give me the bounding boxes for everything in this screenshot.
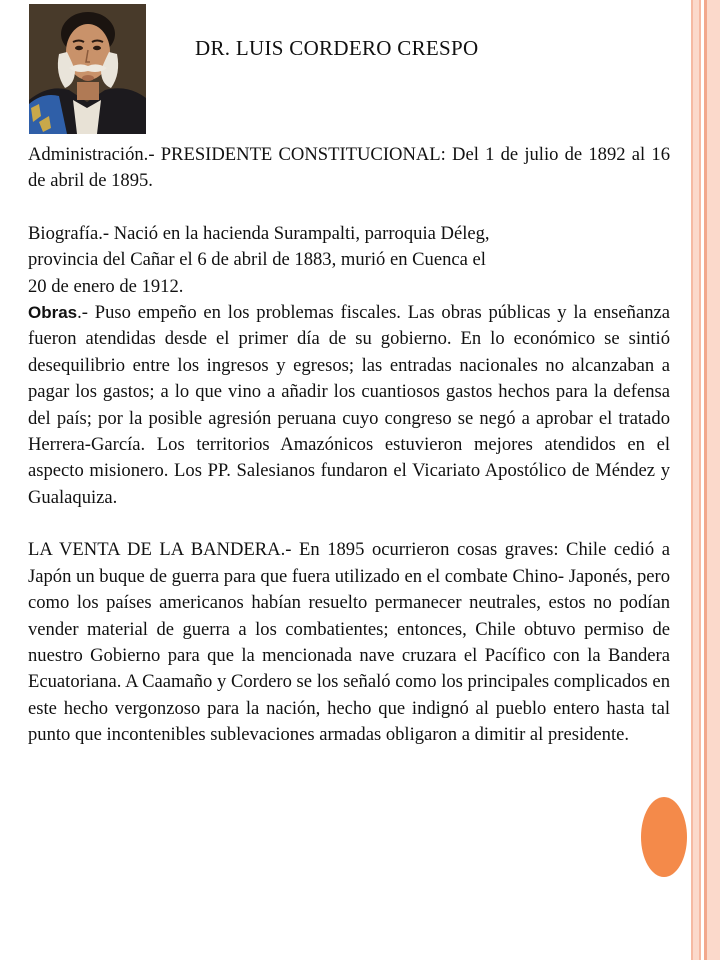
obras-text: .- Puso empeño en los problemas fiscales. Las obras públicas y la enseñanza fueron atendidas desde el primer día de su gobierno. En lo económico se sintió desequilibrio entre los ingresos y egresos; las entradas nacionales no alcanzaban a pagar los gastos; a lo que vino a añadir los cuantiosos gastos hechos para la defensa del país; por la posible agresión peruana cuyo congreso se negó a aprobar el tratado Herrera-García. Los territorios Amazónicos estuvieron mejores atendidos en el aspecto misionero. Los PP. Salesianos fundaron el Vicariato Apostólico de Méndez y Gualaquiza. (28, 302, 670, 508)
biografia-line-1: Biografía.- Nació en la hacienda Surampalti, parroquia Déleg, (28, 222, 490, 244)
obras-label: Obras (28, 303, 78, 323)
portrait-drawing (29, 4, 146, 134)
biografia-line-2: provincia del Cañar el 6 de abril de 1883, murió en Cuenca el (28, 249, 486, 271)
page-title: DR. LUIS CORDERO CRESPO (195, 36, 479, 60)
biografia-line-3: 20 de enero de 1912. (28, 275, 184, 297)
bandera-paragraph: LA VENTA DE LA BANDERA.- En 1895 ocurrieron cosas graves: Chile cedió a Japón un buque de guerra para que fuera utilizado en el combate Chino- Japonés, pero como los países americanos habían resuelto permanecer neutrales, estos no podían vender material de guerra a los combatientes; entonces, Chile obtuvo permiso de nuestro Gobierno para que la mencionada nave cruzara el Pacífico con la Bandera Ecuatoriana. A Caamaño y Cordero se los señaló como los principales complicados en este hecho vergonzoso para la nación, hecho que indignó al pueblo entero hasta tal punto que incontenibles sublevaciones armadas obligaron a dimitir al presidente. (28, 539, 670, 746)
administracion-paragraph: Administración.- PRESIDENTE CONSTITUCIONAL: Del 1 de julio de 1892 al 16 de abril de 1895. (28, 144, 670, 192)
portrait-image (29, 4, 146, 134)
paragraph-spacer (28, 195, 670, 221)
obras-paragraph (28, 300, 670, 511)
main-text (28, 142, 670, 749)
slide-border-decoration (686, 0, 720, 960)
decorative-orange-oval (641, 797, 687, 877)
paragraph-spacer (28, 511, 670, 537)
